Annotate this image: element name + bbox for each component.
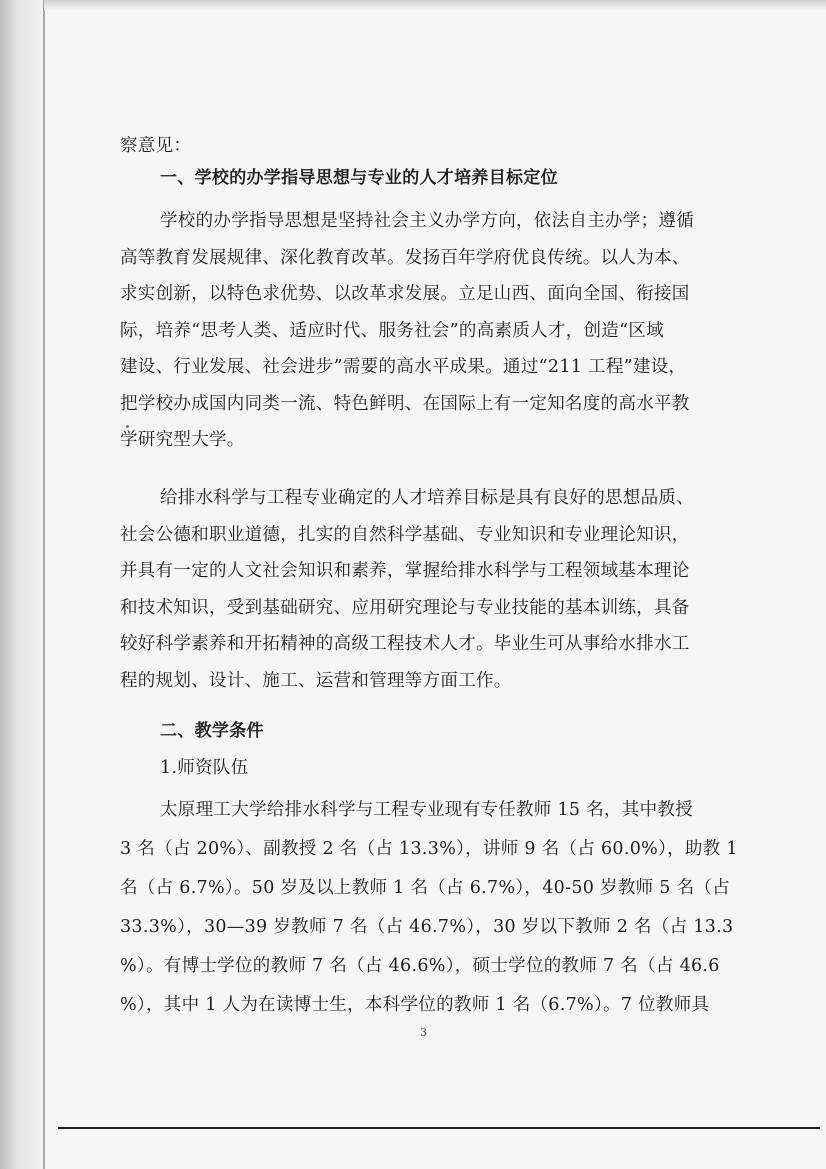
paragraph-line: 33.3%），30—39 岁教师 7 名（占 46.7%），30 岁以下教师 2 名（占 13.3 xyxy=(120,917,734,937)
paragraph-line: 3 名（占 20%）、副教授 2 名（占 13.3%），讲师 9 名（占 60.0%），助教 1 xyxy=(120,839,738,859)
scan-left-edge xyxy=(43,0,45,1169)
footer-rule xyxy=(58,1127,820,1129)
paragraph-line: 把学校办成国内同类一流、特色鲜明、在国际上有一定知名度的高水平教 xyxy=(120,393,690,414)
paragraph-line: %），其中 1 人为在读博士生，本科学位的教师 1 名（6.7%）。7 位教师具 xyxy=(120,995,710,1015)
paragraph-line: 和技术知识，受到基础研究、应用研究理论与专业技能的基本训练，具备 xyxy=(120,597,690,618)
paragraph-line: 社会公德和职业道德，扎实的自然科学基础、专业知识和专业理论知识， xyxy=(120,524,690,545)
scan-speck xyxy=(126,425,129,428)
paragraph-line: %）。有博士学位的教师 7 名（占 46.6%），硕士学位的教师 7 名（占 46.6 xyxy=(120,956,720,976)
paragraph-training-goal xyxy=(120,480,694,699)
heading-section-1: 一、学校的办学指导思想与专业的人才培养目标定位 xyxy=(160,168,558,188)
page-number: 3 xyxy=(420,1026,427,1039)
paragraph-line: 学研究型大学。 xyxy=(120,430,245,450)
paragraph-line: 程的规划、设计、施工、运营和管理等方面工作。 xyxy=(120,670,512,691)
paragraph-line: 较好科学素养和开拓精神的高级工程技术人才。毕业生可从事给水排水工 xyxy=(120,634,690,654)
paragraph-line: 际，培养“思考人类、适应时代、服务社会”的高素质人才，创造“区域 xyxy=(120,320,664,341)
paragraph-line: 建设、行业发展、社会进步”需要的高水平成果。通过“211 工程”建设， xyxy=(120,357,687,377)
paragraph-line: 高等教育发展规律、深化教育改革。发扬百年学府优良传统。以人为本、 xyxy=(120,247,690,268)
heading-section-2: 二、教学条件 xyxy=(160,721,264,741)
paragraph-line: 太原理工大学给排水科学与工程专业现有专任教师 15 名，其中教授 xyxy=(160,800,693,820)
intro-text: 察意见： xyxy=(120,136,192,156)
paragraph-line: 名（占 6.7%）。50 岁及以上教师 1 名（占 6.7%），40-50 岁教师 5 名（占 xyxy=(120,878,731,898)
paragraph-line: 学校的办学指导思想是坚持社会主义办学方向，依法自主办学；遵循 xyxy=(160,211,694,231)
paragraph-line: 求实创新，以特色求优势、以改革求发展。立足山西、面向全国、衔接国 xyxy=(120,284,690,304)
heading-subsection-faculty: 1.师资队伍 xyxy=(160,758,249,778)
scan-top-edge xyxy=(44,0,826,10)
scan-left-margin xyxy=(0,0,44,1169)
paragraph-school-philosophy xyxy=(120,203,694,459)
paragraph-line: 给排水科学与工程专业确定的人才培养目标是具有良好的思想品质、 xyxy=(160,488,694,508)
paragraph-line: 并具有一定的人文社会知识和素养，掌握给排水科学与工程领域基本理论 xyxy=(120,561,690,581)
paragraph-faculty-stats xyxy=(120,791,738,1025)
